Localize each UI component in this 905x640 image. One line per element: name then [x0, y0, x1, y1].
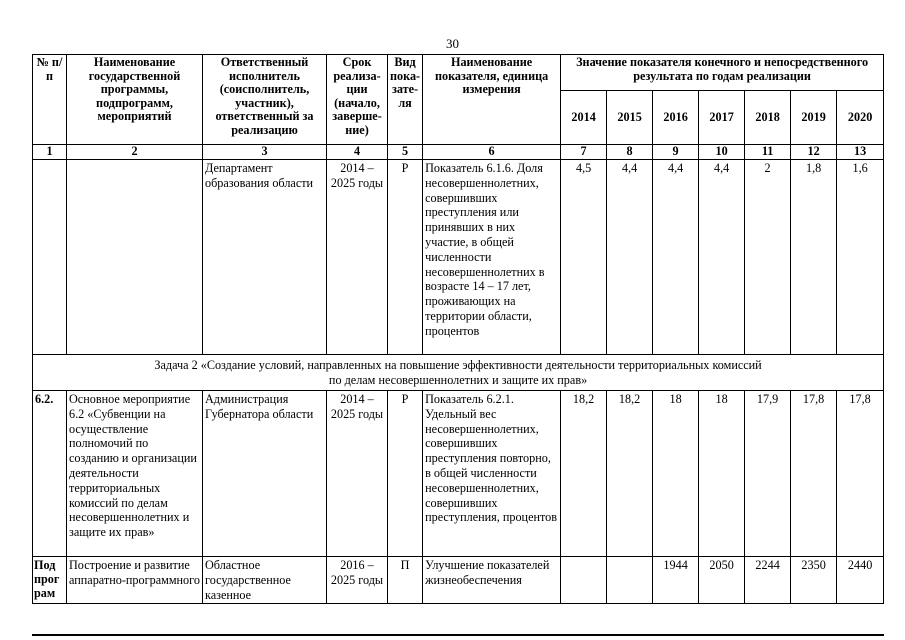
bottom-rule: [32, 634, 884, 636]
column-number: 3: [203, 145, 327, 160]
column-number: 4: [327, 145, 388, 160]
year-cell: 2016: [653, 91, 699, 145]
column-number: 7: [561, 145, 607, 160]
row-value: 4,4: [607, 160, 653, 355]
column-number: 12: [791, 145, 837, 160]
column-number: 9: [653, 145, 699, 160]
column-number: 6: [423, 145, 561, 160]
row-value: 2244: [745, 557, 791, 604]
row-program-name: Построение и развитие аппаратно-программного: [67, 557, 203, 604]
header-executor: Ответственный исполнитель (соисполнитель, участник), ответственный за реализацию: [203, 55, 327, 145]
row-value: 1944: [653, 557, 699, 604]
header-row: [33, 55, 884, 91]
header-indicator-kind: Вид пока-зате-ля: [388, 55, 423, 145]
row-value: 1,6: [837, 160, 884, 355]
row-value: 18,2: [607, 391, 653, 557]
row-value: 18,2: [561, 391, 607, 557]
row-value: 18: [653, 391, 699, 557]
column-number: 8: [607, 145, 653, 160]
year-cell: 2014: [561, 91, 607, 145]
row-program-name: [67, 160, 203, 355]
header-num: № п/п: [33, 55, 67, 145]
table-row: [33, 557, 884, 604]
header-program-name: Наименование государственной программы, подпрограмм, мероприятий: [67, 55, 203, 145]
row-value: 4,5: [561, 160, 607, 355]
column-number: 1: [33, 145, 67, 160]
row-number: 6.2.: [33, 391, 67, 557]
task-line-1: Задача 2 «Создание условий, направленных на повышение эффективности деятельности территориальных комиссий: [154, 357, 762, 372]
row-number: Под прог рам: [33, 557, 67, 604]
year-cell: 2017: [699, 91, 745, 145]
row-term: 2014 – 2025 годы: [327, 160, 388, 355]
row-value: 17,8: [791, 391, 837, 557]
table-row: [33, 391, 884, 557]
row-number: [33, 160, 67, 355]
column-number: 5: [388, 145, 423, 160]
header-indicator-name: Наименование показателя, единица измерения: [423, 55, 561, 145]
row-value: 2: [745, 160, 791, 355]
column-number: 2: [67, 145, 203, 160]
row-indicator-kind: Р: [388, 391, 423, 557]
column-numbers-row: [33, 145, 884, 160]
column-number: 10: [699, 145, 745, 160]
row-value: 2440: [837, 557, 884, 604]
row-value: [561, 557, 607, 604]
row-value: 18: [699, 391, 745, 557]
row-value: 2050: [699, 557, 745, 604]
row-value: 2350: [791, 557, 837, 604]
column-number: 11: [745, 145, 791, 160]
row-value: 17,8: [837, 391, 884, 557]
row-value: [607, 557, 653, 604]
row-indicator: Показатель 6.1.6. Доля несовершеннолетних, совершивших преступления или принявших в них участие, в общей численности несовершеннолетних в возрасте 14 – 17 лет, проживающих на территории области, процентов: [423, 160, 561, 355]
task-line-2: по делам несовершеннолетних и защите их прав»: [328, 372, 588, 387]
row-term: 2014 – 2025 годы: [327, 391, 388, 557]
row-value: 17,9: [745, 391, 791, 557]
year-cell: 2015: [607, 91, 653, 145]
task-row: [33, 355, 884, 391]
row-value: 1,8: [791, 160, 837, 355]
task-heading: [33, 355, 884, 391]
row-value: 4,4: [699, 160, 745, 355]
header-term: Срок реализа-ции (начало, заверше-ние): [327, 55, 388, 145]
row-value: 4,4: [653, 160, 699, 355]
row-indicator-kind: П: [388, 557, 423, 604]
row-indicator: Показатель 6.2.1. Удельный вес несовершеннолетних, совершивших преступления повторно, в общей численности несовершеннолетних, совершивших преступления, процентов: [423, 391, 561, 557]
row-indicator-kind: Р: [388, 160, 423, 355]
row-executor: Департамент образования области: [203, 160, 327, 355]
row-indicator: Улучшение показателей жизнеобеспечения: [423, 557, 561, 604]
column-number: 13: [837, 145, 884, 160]
row-term: 2016 – 2025 годы: [327, 557, 388, 604]
header-values-group: Значение показателя конечного и непосредственного результата по годам реализации: [561, 55, 884, 91]
year-cell: 2018: [745, 91, 791, 145]
year-cell: 2020: [837, 91, 884, 145]
page-number: 30: [446, 36, 459, 51]
row-executor: Администрация Губернатора области: [203, 391, 327, 557]
row-executor: Областное государственное казенное: [203, 557, 327, 604]
row-program-name: Основное мероприятие 6.2 «Субвенции на осуществление полномочий по созданию и организации деятельности территориальных комиссий по делам несовершеннолетних и защите их прав»: [67, 391, 203, 557]
year-cell: 2019: [791, 91, 837, 145]
indicators-table: [32, 54, 884, 604]
table-row: [33, 160, 884, 355]
